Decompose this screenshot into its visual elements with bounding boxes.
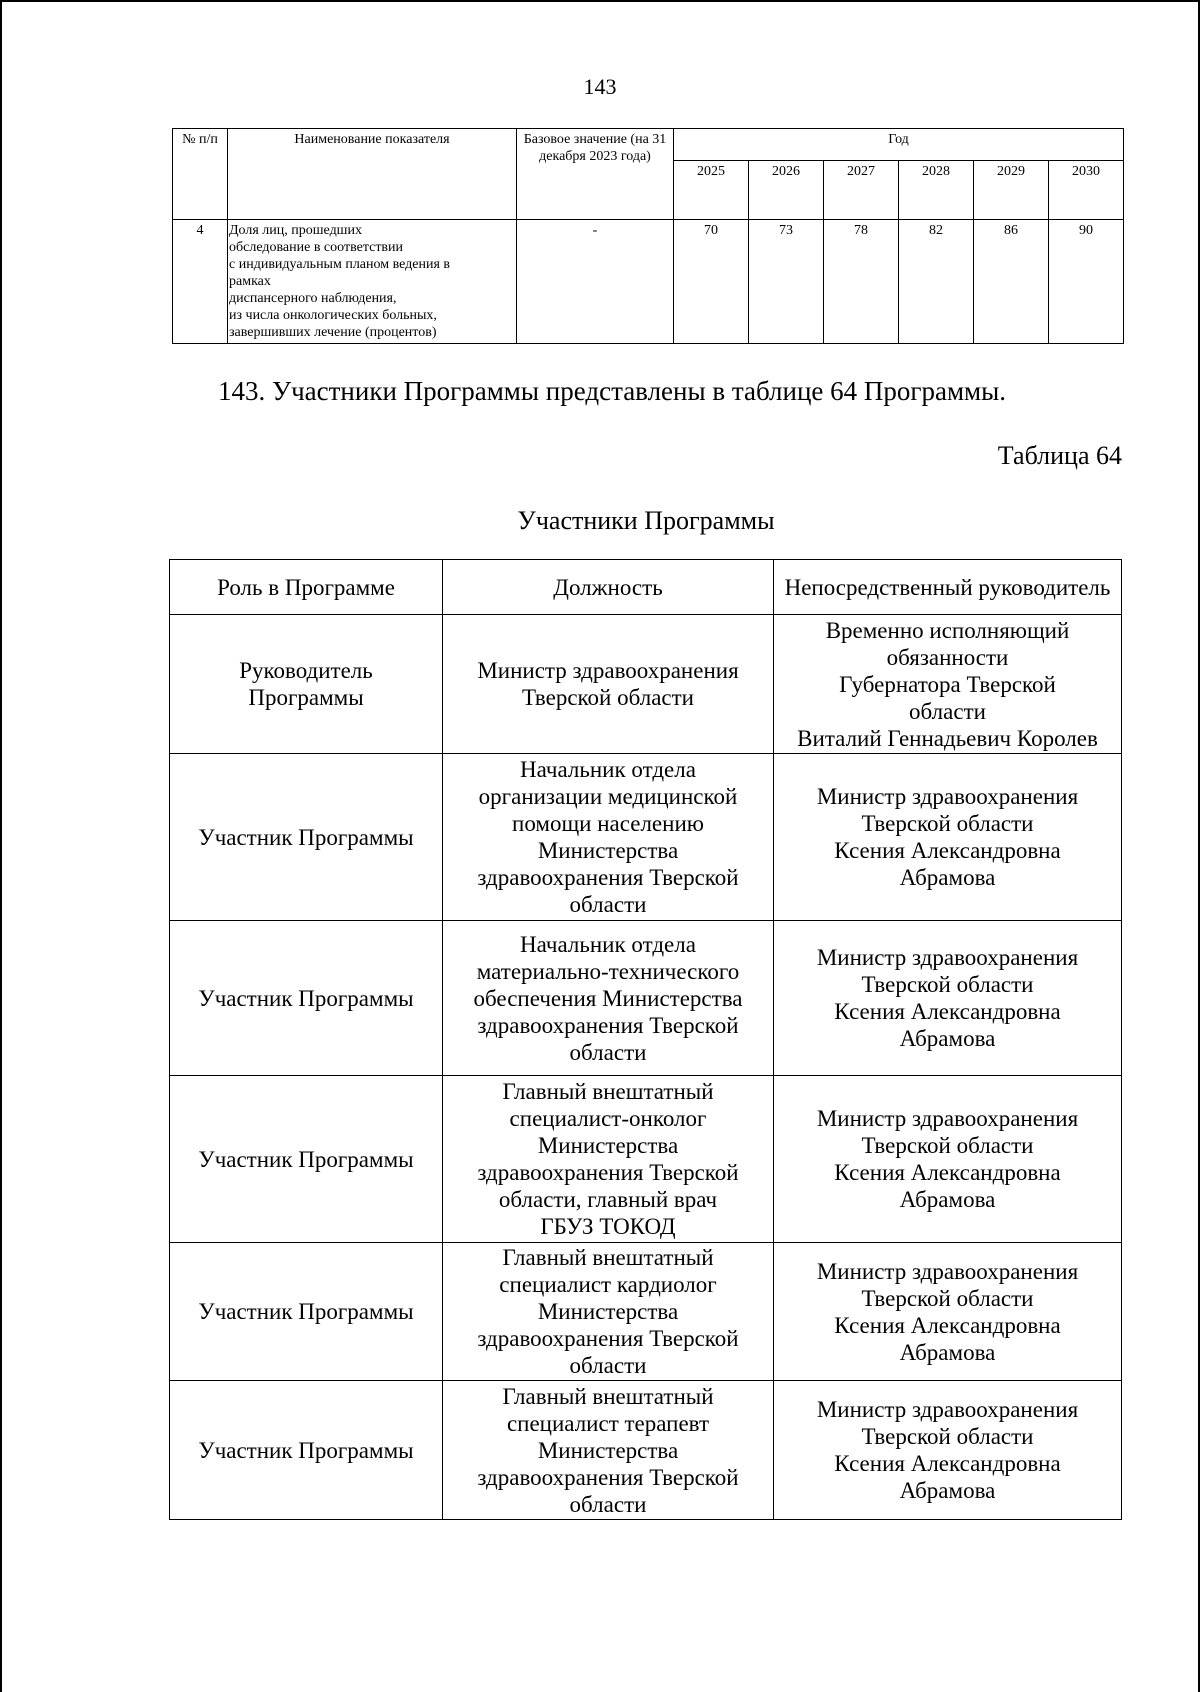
position-cell-line: Министр здравоохранения [477, 658, 739, 683]
header-year-2026: 2026 [749, 160, 824, 219]
manager-cell-line: Министр здравоохранения [816, 784, 1079, 809]
position-cell-line: Министерства [537, 1133, 679, 1158]
position-cell-line: здравоохранения Тверской [477, 1326, 739, 1351]
participant-row [170, 754, 1122, 921]
header-year-2027: 2027 [824, 160, 899, 219]
row-name-line: Доля лиц, прошедших [229, 223, 362, 238]
participant-row [170, 921, 1122, 1076]
role-cell-line: Программы [248, 685, 364, 710]
position-cell-line: специалист-онколог [509, 1106, 707, 1131]
header-year-2028: 2028 [899, 160, 974, 219]
manager-cell-line: Ксения Александровна [834, 999, 1061, 1024]
manager-cell-line: Губернатора Тверской [839, 671, 1056, 697]
row-name [228, 220, 517, 344]
position-cell-line: Начальник отдела [520, 757, 696, 782]
position-cell-line: Главный внештатный [502, 1245, 714, 1270]
header-position: Должность [443, 560, 774, 615]
position-cell-line: здравоохранения Тверской [477, 1012, 739, 1038]
position-cell-line: области, главный врач [498, 1187, 718, 1212]
position-cell [443, 754, 774, 921]
position-cell-line: области [569, 1353, 647, 1378]
row-num: 4 [173, 220, 228, 344]
manager-cell-line: Тверской области [861, 972, 1034, 997]
position-cell-line: здравоохранения Тверской [477, 1464, 739, 1490]
manager-cell-line: Ксения Александровна [834, 1312, 1061, 1338]
header-base: Базовое значение (на 31 декабря 2023 года) [517, 129, 674, 220]
manager-cell-line: Ксения Александровна [834, 1160, 1061, 1185]
row-name-line: обследование в соответствии [229, 240, 404, 255]
participants-header-row [170, 560, 1122, 615]
role-cell-line: Руководитель [239, 658, 373, 683]
position-cell-line: Главный внештатный [502, 1383, 714, 1409]
manager-cell-line: Абрамова [899, 1026, 996, 1051]
position-cell-line: специалист кардиолог [499, 1272, 717, 1297]
role-cell [170, 1381, 443, 1520]
manager-cell [774, 921, 1122, 1076]
manager-cell [774, 754, 1122, 921]
row-name-line: из числа онкологических больных, [229, 308, 437, 323]
role-cell-line: Участник Программы [198, 1437, 414, 1463]
manager-cell-line: Министр здравоохранения [816, 1258, 1079, 1284]
participant-row [170, 1381, 1122, 1520]
manager-cell [774, 1243, 1122, 1381]
row-value-2027: 78 [824, 220, 899, 344]
manager-cell-line: Министр здравоохранения [816, 1106, 1079, 1131]
header-year-2025: 2025 [674, 160, 749, 219]
role-cell [170, 754, 443, 921]
header-manager-text: Непосредственный руководитель [784, 574, 1111, 600]
section-text: 143. Участники Программы представлены в таблице 64 Программы. [217, 376, 1007, 406]
manager-cell-line: Виталий Геннадьевич Королев [797, 725, 1098, 751]
row-value-2028: 82 [899, 220, 974, 344]
position-cell-line: материально-технического [476, 958, 740, 984]
participants-table-body [170, 560, 1122, 1520]
position-cell-line: помощи населению [512, 811, 704, 836]
manager-cell [774, 1076, 1122, 1243]
role-cell-line: Участник Программы [198, 985, 414, 1011]
row-name-line: диспансерного наблюдения, [229, 291, 397, 306]
manager-cell-line: Абрамова [899, 865, 996, 890]
indicator-data-row [173, 220, 1124, 344]
page-number: 143 [583, 74, 617, 99]
position-cell-line: Министерства [537, 838, 679, 863]
row-value-2026: 73 [749, 220, 824, 344]
role-cell-line: Участник Программы [198, 1146, 414, 1172]
manager-cell [774, 1381, 1122, 1520]
manager-cell-line: Тверской области [861, 811, 1034, 836]
position-cell-line: Тверской области [522, 685, 694, 710]
participants-table [169, 559, 1122, 1520]
position-cell [443, 1076, 774, 1243]
position-cell-line: Начальник отдела [520, 931, 696, 957]
position-cell-line: здравоохранения Тверской [477, 1160, 739, 1185]
manager-cell-line: Тверской области [861, 1285, 1034, 1311]
header-name: Наименование показателя [228, 129, 517, 220]
manager-cell-line: обязанности [886, 644, 1009, 670]
manager-cell-line: Министр здравоохранения [816, 945, 1079, 970]
role-cell [170, 921, 443, 1076]
header-year-2029: 2029 [974, 160, 1049, 219]
row-value-2025: 70 [674, 220, 749, 344]
position-cell-line: области [569, 892, 647, 917]
position-cell-line: обеспечения Министерства [473, 985, 743, 1011]
position-cell-line: специалист терапевт [506, 1410, 710, 1436]
table-title: Участники Программы [517, 506, 775, 535]
row-name-line: завершивших лечение (процентов) [229, 325, 437, 340]
manager-cell-line: Абрамова [899, 1187, 996, 1212]
row-base: - [517, 220, 674, 344]
position-cell [443, 1243, 774, 1381]
position-cell-line: организации медицинской [478, 784, 738, 809]
header-num: № п/п [173, 129, 228, 220]
scan-border-top [0, 0, 1200, 2]
scan-border-left [0, 0, 2, 1692]
role-cell [170, 1076, 443, 1243]
role-cell-line: Участник Программы [198, 1299, 414, 1324]
position-cell-line: области [569, 1039, 647, 1065]
participant-row [170, 615, 1122, 754]
header-year-2030: 2030 [1049, 160, 1124, 219]
row-name-line: рамках [229, 274, 271, 289]
row-name-line: с индивидуальным планом ведения в [229, 257, 451, 272]
manager-cell-line: Тверской области [861, 1424, 1034, 1449]
header-role: Роль в Программе [170, 560, 443, 615]
row-value-2030: 90 [1049, 220, 1124, 344]
role-cell [170, 1243, 443, 1381]
manager-cell-line: Абрамова [899, 1339, 996, 1365]
indicator-table [172, 128, 1124, 344]
manager-cell-line: Министр здравоохранения [816, 1397, 1079, 1422]
role-cell [170, 615, 443, 754]
position-cell [443, 615, 774, 754]
position-cell-line: здравоохранения Тверской [477, 865, 739, 890]
indicator-header-row [173, 129, 1124, 161]
manager-cell-line: области [909, 698, 986, 724]
position-cell-line: области [569, 1491, 647, 1517]
manager-cell [774, 615, 1122, 754]
table-label: Таблица 64 [997, 441, 1122, 470]
position-cell-line: Главный внештатный [502, 1079, 714, 1104]
position-cell-line: Министерства [537, 1299, 679, 1324]
row-value-2029: 86 [974, 220, 1049, 344]
header-year: Год [674, 129, 1124, 161]
position-cell [443, 1381, 774, 1520]
manager-cell-line: Абрамова [899, 1478, 996, 1503]
manager-cell-line: Временно исполняющий [825, 617, 1070, 643]
participant-row [170, 1243, 1122, 1381]
participant-row [170, 1076, 1122, 1243]
manager-cell-line: Ксения Александровна [834, 1451, 1061, 1476]
header-manager [774, 560, 1122, 615]
position-cell-line: ГБУЗ ТОКОД [540, 1214, 676, 1239]
position-cell [443, 921, 774, 1076]
position-cell-line: Министерства [537, 1437, 679, 1463]
manager-cell-line: Тверской области [861, 1133, 1034, 1158]
manager-cell-line: Ксения Александровна [834, 838, 1061, 863]
role-cell-line: Участник Программы [198, 824, 414, 850]
